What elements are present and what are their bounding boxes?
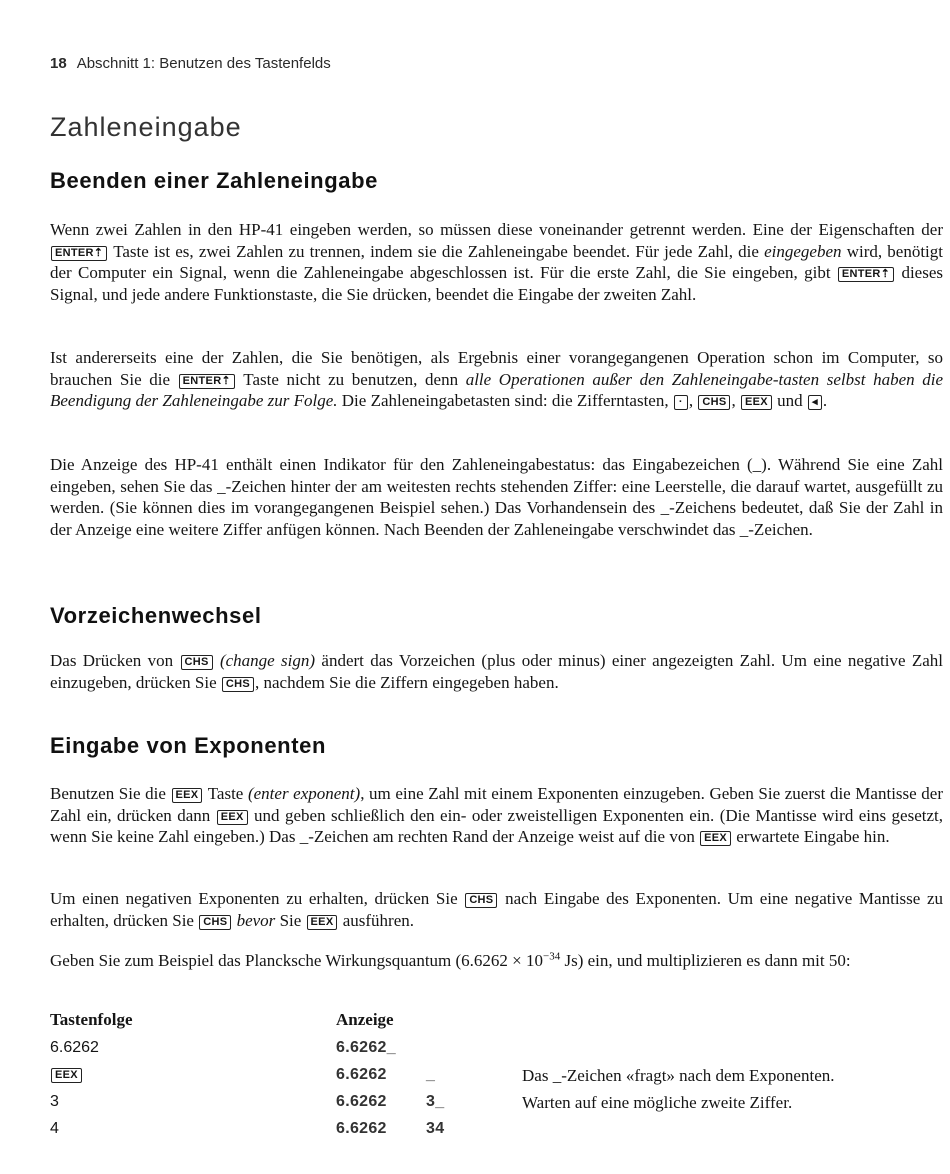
- row-key: 6.6262: [50, 1039, 99, 1056]
- heading-vorzeichen: Vorzeichenwechsel: [50, 603, 262, 628]
- emphasis: eingegeben: [764, 241, 842, 261]
- text: Taste: [207, 784, 244, 803]
- row-note: Warten auf eine mögliche zweite Ziffer.: [522, 1093, 793, 1112]
- row-key: [50, 1066, 83, 1084]
- row-exponent: _: [426, 1066, 436, 1083]
- paragraph-indicator: Die Anzeige des HP-41 enthält einen Indikator für den Zahleneingabestatus: das Eingabezeichen (_). Während Sie eine Zahl eingeben, sehen Sie das _-Zeichen hinter der am weitesten rechts stehenden Ziffer: eine Leerstelle, die darauf wartet, ausgefüllt zu werden. (Sie können dies im vorangegangenen Beispiel sehen.) Das Vorhandensein des _-Zeichens bedeutet, daß Sie der Zahl in der Anzeige eine weitere Ziffer anfügen können. Nach Beenden der Zahleneingabe verschwindet das _-Zeichen.: [50, 455, 943, 540]
- eex-key: EEX: [307, 915, 338, 930]
- page-number: 18: [50, 55, 67, 72]
- chs-key: CHS: [181, 655, 213, 670]
- text: nach Eingabe des Exponenten. Um eine negative Mantisse zu erhalten, drücken Sie: [50, 889, 944, 930]
- paragraph-example: [50, 950, 943, 972]
- text: Die Zahleneingabetasten sind: die Zifferntasten,: [341, 391, 669, 411]
- text: , um eine Zahl mit einem Exponenten einzugeben. Geben Sie zuerst die Mantisse der Zahl ein, drücken dann: [50, 784, 944, 825]
- text: wird, benötigt der Computer ein Signal, wenn die Zahleneingabe abgeschlossen ist. Für die erste Zahl, die Sie eingeben, gibt: [50, 241, 944, 283]
- text: Js) ein, und multiplizieren es dann mit 50:: [560, 951, 851, 970]
- row-key: 3: [50, 1093, 59, 1110]
- paragraph-exponent: [50, 783, 943, 848]
- row-exponent: 3_: [426, 1093, 445, 1110]
- enter-key: ENTER⇡: [51, 246, 107, 261]
- column-header-keys: Tastenfolge: [50, 1010, 133, 1029]
- example-table: [50, 1010, 943, 1140]
- chs-key: CHS: [698, 395, 730, 410]
- text: Wenn zwei Zahlen in den HP-41 eingeben werden, so müssen diese voneinander getrennt werden. Eine der Eigenschaften der: [50, 220, 943, 239]
- paragraph-enter-key: [50, 219, 943, 306]
- chs-key: CHS: [222, 677, 254, 692]
- eex-key: EEX: [51, 1068, 82, 1083]
- text: Taste nicht zu benutzen, denn: [243, 369, 459, 389]
- eex-key: EEX: [700, 831, 731, 846]
- row-display: 6.6262: [336, 1120, 387, 1137]
- emphasis: (enter exponent): [247, 784, 361, 803]
- text: Um einen negativen Exponenten zu erhalten, drücken Sie: [50, 889, 458, 908]
- text: ausführen.: [342, 910, 414, 930]
- row-exponent: 34: [426, 1120, 445, 1137]
- heading-exponenten: Eingabe von Exponenten: [50, 733, 327, 758]
- text: Geben Sie zum Beispiel das Plancksche Wirkungsquantum (6.6262 × 10: [50, 951, 544, 970]
- text: Taste ist es, zwei Zahlen zu trennen, indem sie die Zahleneingabe beendet. Für jede Zahl, die: [113, 241, 759, 261]
- decimal-point-key: ·: [674, 395, 688, 410]
- page-title: Zahleneingabe: [50, 112, 242, 142]
- eex-key: EEX: [217, 810, 248, 825]
- emphasis: (change sign): [219, 651, 316, 670]
- text: Sie: [279, 910, 302, 930]
- text: , nachdem Sie die Ziffern eingegeben haben.: [255, 672, 559, 692]
- section-title: Abschnitt 1: Benutzen des Tastenfelds: [76, 55, 331, 72]
- paragraph-negative-exponent: [50, 888, 943, 931]
- text: und: [777, 391, 803, 411]
- paragraph-change-sign: [50, 650, 943, 693]
- row-display: 6.6262: [336, 1066, 387, 1083]
- text: Das Drücken von: [50, 651, 174, 670]
- row-key: 4: [50, 1120, 59, 1137]
- exponent: −34: [543, 950, 561, 963]
- column-header-display: Anzeige: [336, 1010, 394, 1029]
- eex-key: EEX: [172, 788, 203, 803]
- paragraph-operations: Ist andererseits eine der Zahlen, die Sie benötigen, als Ergebnis einer vorangegangenen Operation schon im Computer, so brauchen Sie die ENTER⇡ Taste nicht zu benutzen, denn alle Operationen außer den Zahleneingabe-tasten selbst haben die Beendigung der Zahleneingabe zur Folge. Die Zahleneingabetasten sind: die Zifferntasten, · , CHS , EEX und ◂ .: [50, 348, 943, 411]
- text: ändert das Vorzeichen (plus oder minus) einer angezeigten Zahl. Um eine negative Zahl einzugeben, drücken Sie: [50, 651, 944, 692]
- row-note: Das _-Zeichen «fragt» nach dem Exponenten.: [522, 1066, 835, 1085]
- backspace-key: ◂: [808, 395, 822, 410]
- eex-key: EEX: [741, 395, 772, 410]
- row-display: 6.6262: [336, 1093, 387, 1110]
- running-head: [50, 55, 331, 72]
- emphasis: alle Operationen außer den Zahleneingabe-tasten selbst haben die Beendigung der Zahleneingabe zur Folge.: [50, 369, 943, 411]
- chs-key: CHS: [199, 915, 231, 930]
- text: und geben schließlich den ein- oder zweistelligen Exponenten ein. (Die Mantisse wird eins gesetzt, wenn Sie keine Zahl eingeben.) Das _-Zeichen am rechten Rand der Anzeige weist auf die von: [50, 805, 944, 847]
- enter-key: ENTER⇡: [838, 267, 894, 282]
- text: erwartete Eingabe hin.: [736, 827, 890, 847]
- heading-beenden: Beenden einer Zahleneingabe: [50, 168, 378, 193]
- text: Ist andererseits eine der Zahlen, die Sie benötigen, als Ergebnis einer vorangegangenen Operation schon im Computer, so brauchen Sie die: [50, 348, 943, 389]
- text: dieses Signal, und jede andere Funktionstaste, die Sie drücken, beendet die Eingabe der zweiten Zahl.: [50, 263, 943, 305]
- chs-key: CHS: [465, 893, 497, 908]
- row-display: 6.6262_: [336, 1039, 396, 1056]
- enter-key: ENTER⇡: [179, 374, 235, 389]
- emphasis: bevor: [236, 910, 276, 930]
- text: Benutzen Sie die: [50, 784, 166, 803]
